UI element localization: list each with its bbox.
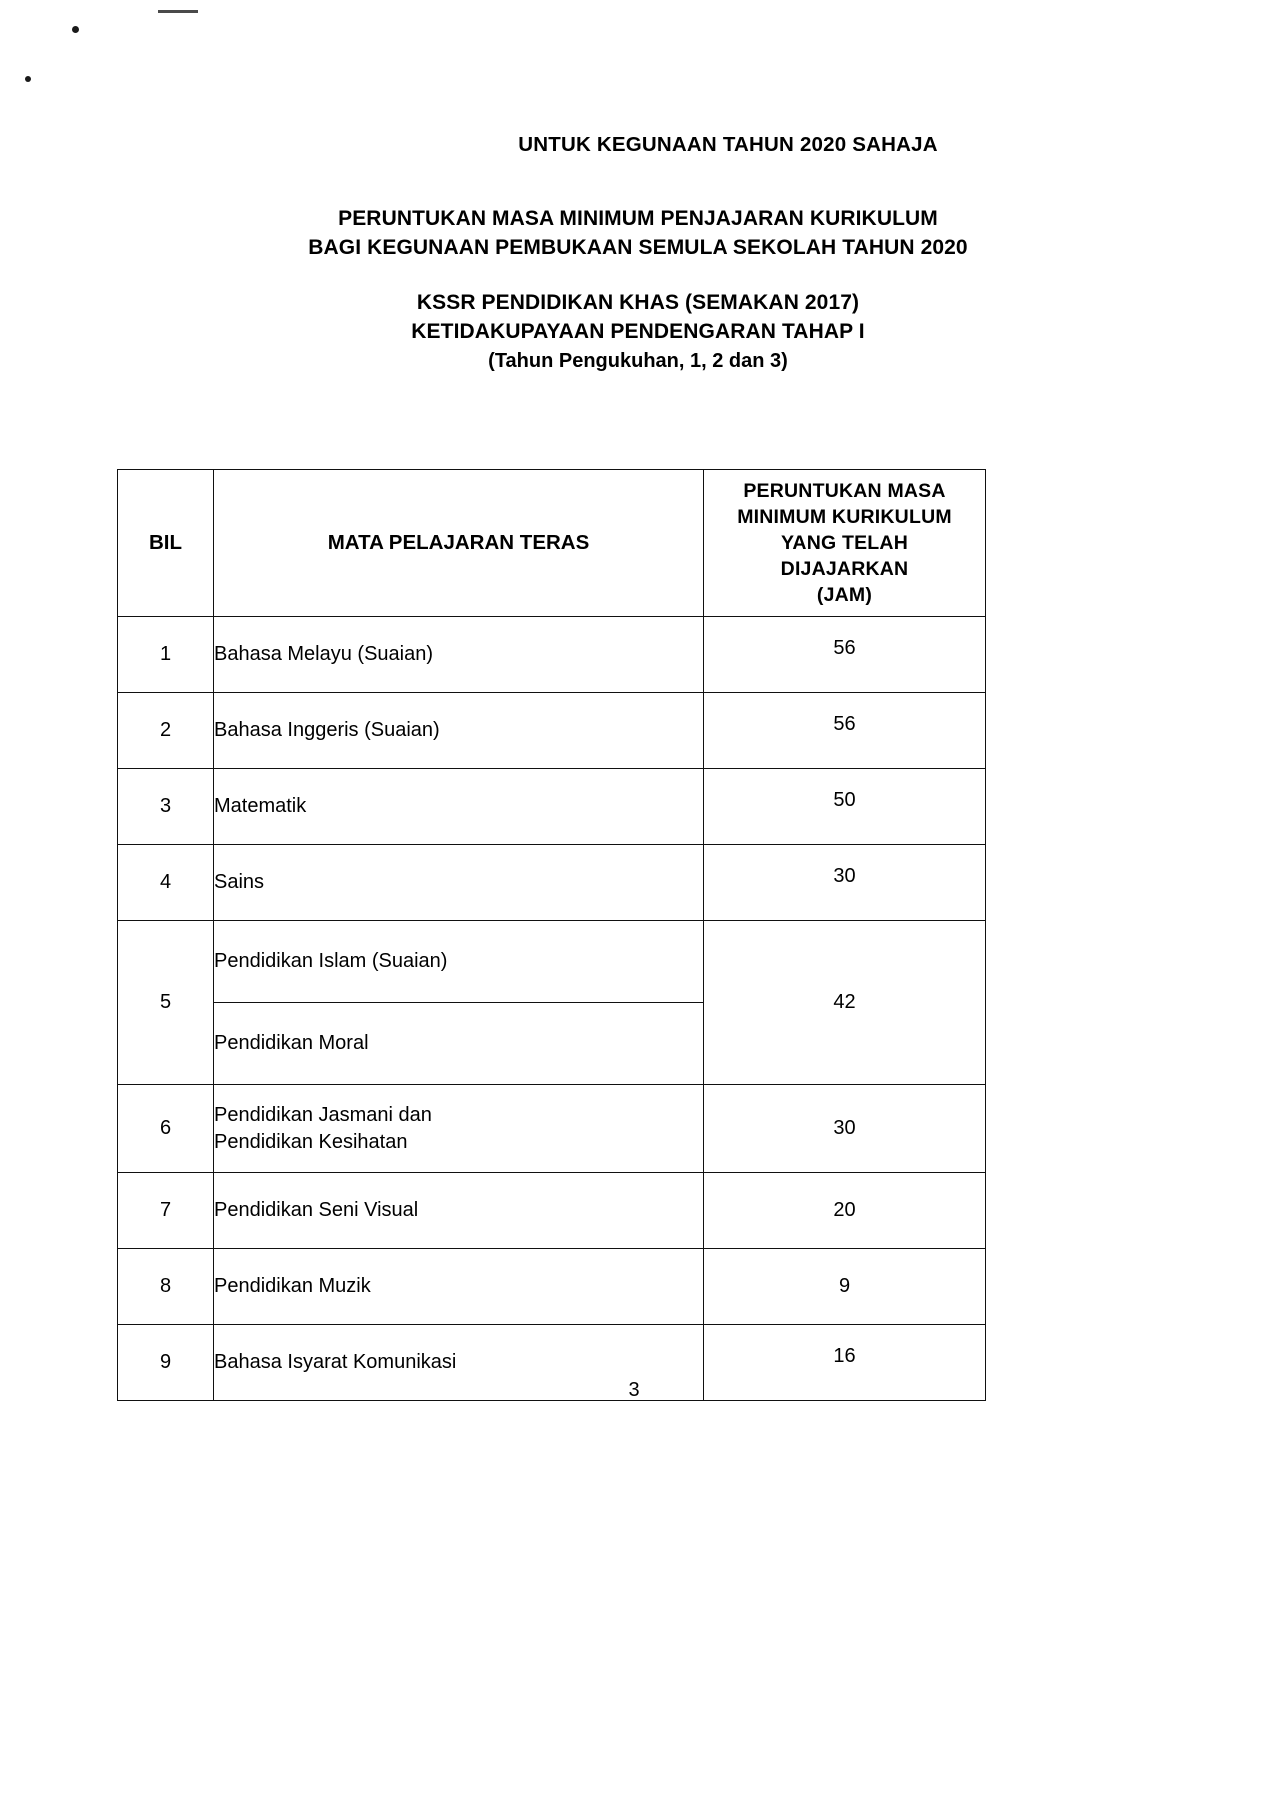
cell-subject: Bahasa Isyarat Komunikasi (214, 1325, 704, 1401)
cell-hours (704, 769, 986, 845)
cell-hours (704, 921, 986, 1085)
cell-hours-value: 9 (838, 1275, 851, 1297)
title-line-1: PERUNTUKAN MASA MINIMUM PENJAJARAN KURIKULUM (338, 207, 938, 230)
cell-bil: 1 (118, 617, 214, 693)
table-body (118, 617, 986, 1401)
table-header (118, 470, 986, 617)
table-row (118, 1173, 986, 1249)
table-row (118, 769, 986, 845)
cell-bil: 7 (118, 1173, 214, 1249)
cell-bil: 5 (118, 921, 214, 1085)
title-block (0, 204, 1264, 376)
subtitle-line-3: (Tahun Pengukuhan, 1, 2 dan 3) (488, 350, 788, 372)
header-note: UNTUK KEGUNAAN TAHUN 2020 SAHAJA (518, 133, 938, 156)
subtitle-line-2: KETIDAKUPAYAAN PENDENGARAN TAHAP I (411, 320, 865, 343)
cell-bil: 3 (118, 769, 214, 845)
cell-hours (704, 693, 986, 769)
cell-hours (704, 617, 986, 693)
scan-speckle-icon (72, 26, 79, 33)
cell-bil: 4 (118, 845, 214, 921)
cell-hours (704, 1249, 986, 1325)
cell-hours-value: 20 (833, 1199, 856, 1221)
cell-subject: Pendidikan Muzik (214, 1249, 704, 1325)
cell-subject-line-2: Pendidikan Kesihatan (214, 1130, 408, 1153)
cell-hours (704, 845, 986, 921)
cell-hours-value: 56 (833, 713, 856, 735)
cell-hours (704, 1085, 986, 1173)
table-row (118, 921, 986, 1003)
table-row (118, 693, 986, 769)
cell-subject: Pendidikan Islam (Suaian) (214, 921, 704, 1003)
cell-hours (704, 1173, 986, 1249)
scan-edge-mark (158, 10, 198, 13)
table-row (118, 845, 986, 921)
cell-hours-value: 50 (833, 789, 856, 811)
cell-subject: Bahasa Inggeris (Suaian) (214, 693, 704, 769)
column-header-hours-line-4: DIJAJARKAN (780, 558, 909, 580)
subtitle-line-1: KSSR PENDIDIKAN KHAS (SEMAKAN 2017) (416, 291, 860, 314)
column-header-subject: MATA PELAJARAN TERAS (214, 470, 704, 617)
cell-hours-value: 30 (833, 865, 856, 887)
cell-subject: Sains (214, 845, 704, 921)
page-number: 3 (628, 1379, 640, 1401)
cell-bil: 2 (118, 693, 214, 769)
curriculum-allocation-table (117, 469, 986, 1401)
title-spacer (12, 262, 1264, 288)
cell-hours-value: 30 (833, 1117, 856, 1139)
table-row (118, 1085, 986, 1173)
cell-subject (214, 1085, 704, 1173)
cell-bil: 8 (118, 1249, 214, 1325)
table-row (118, 617, 986, 693)
column-header-bil: BIL (118, 470, 214, 617)
column-header-hours-line-1: PERUNTUKAN MASA (743, 480, 946, 502)
cell-subject-line-1: Pendidikan Jasmani dan (214, 1103, 432, 1126)
column-header-hours-line-3: YANG TELAH (781, 532, 908, 554)
cell-hours-value: 56 (833, 637, 856, 659)
cell-subject: Bahasa Melayu (Suaian) (214, 617, 704, 693)
cell-bil: 6 (118, 1085, 214, 1173)
table-row (118, 1249, 986, 1325)
scan-speckle-icon (25, 76, 31, 82)
column-header-hours-line-2: MINIMUM KURIKULUM (737, 506, 952, 528)
cell-hours-value: 16 (833, 1345, 856, 1367)
column-header-hours (704, 470, 986, 617)
cell-hours-value: 42 (833, 991, 856, 1013)
table-header-row (118, 470, 986, 617)
cell-subject-secondary: Pendidikan Moral (214, 1003, 704, 1085)
title-line-2: BAGI KEGUNAAN PEMBUKAAN SEMULA SEKOLAH TAHUN 2020 (308, 236, 968, 259)
column-header-hours-line-5: (JAM) (816, 584, 873, 606)
cell-subject: Pendidikan Seni Visual (214, 1173, 704, 1249)
cell-subject: Matematik (214, 769, 704, 845)
cell-bil: 9 (118, 1325, 214, 1401)
